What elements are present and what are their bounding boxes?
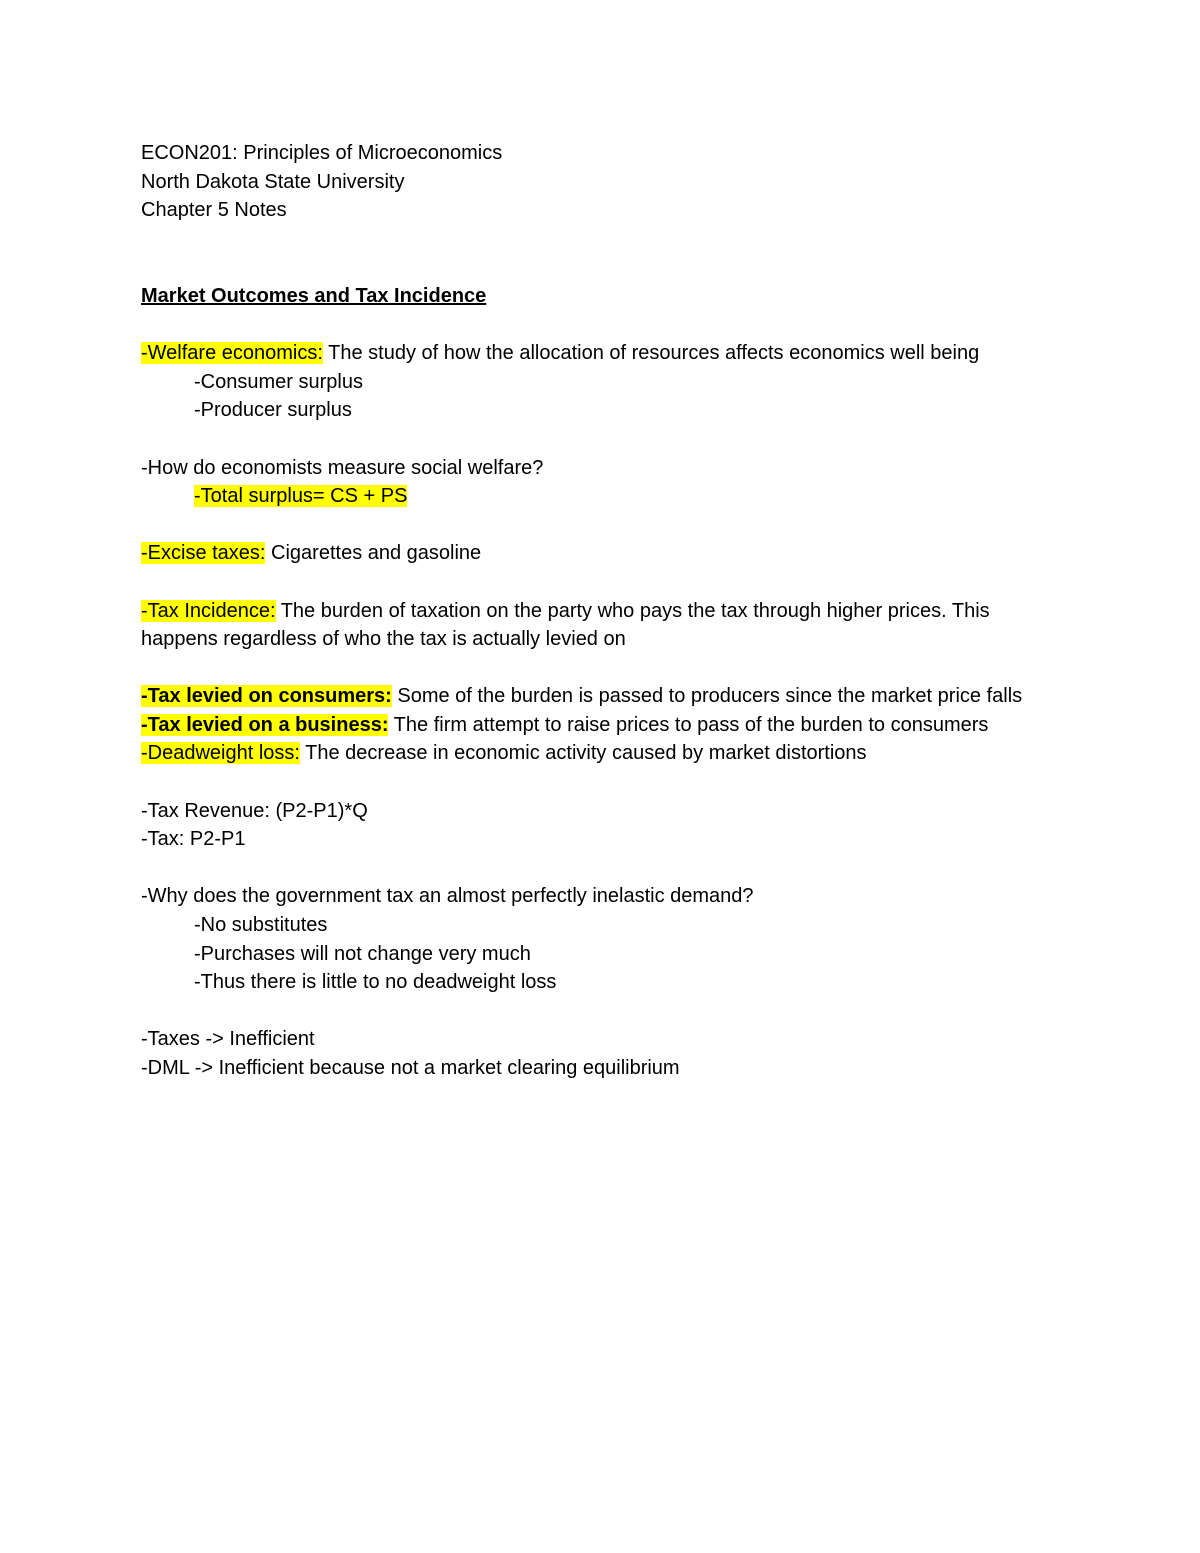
excise-taxes-definition: Cigarettes and gasoline <box>265 542 482 565</box>
spacer <box>141 511 1071 540</box>
spacer <box>141 997 1071 1026</box>
excise-taxes-item <box>141 539 1071 568</box>
spacer <box>141 311 1071 340</box>
tax-levied-business-definition: The firm attempt to raise prices to pass of the burden to consumers <box>388 713 989 736</box>
spacer <box>141 654 1071 683</box>
course-title: ECON201: Principles of Microeconomics <box>141 142 503 164</box>
spacer <box>141 768 1071 797</box>
notes-body <box>141 139 1071 1083</box>
university-name: North Dakota State University <box>141 170 405 193</box>
spacer <box>141 425 1071 454</box>
spacer <box>141 854 1071 883</box>
deadweight-loss-item <box>141 739 1071 768</box>
section-heading: Market Outcomes and Tax Incidence <box>141 284 487 307</box>
inelastic-reason-item: -No substitutes <box>194 914 328 937</box>
inelastic-reason-item: -Purchases will not change very much <box>194 942 531 965</box>
conclusion-item: -Taxes -> Inefficient <box>141 1028 315 1051</box>
welfare-economics-item <box>141 339 1071 368</box>
tax-incidence-term: -Tax Incidence: <box>141 599 276 622</box>
welfare-economics-definition: The study of how the allocation of resources affects economics well being <box>322 342 980 365</box>
total-surplus-answer: -Total surplus= CS + PS <box>194 485 408 508</box>
tax-levied-consumers-term: -Tax levied on consumers: <box>141 685 392 708</box>
deadweight-loss-term: -Deadweight loss: <box>141 742 300 765</box>
tax-incidence-item <box>141 597 1071 654</box>
tax-levied-business-term: -Tax levied on a business: <box>141 713 389 736</box>
inelastic-demand-question: -Why does the government tax an almost perfectly inelastic demand? <box>141 885 754 908</box>
tax-levied-consumers-item <box>141 682 1071 711</box>
producer-surplus-item: -Producer surplus <box>194 399 352 422</box>
chapter-label: Chapter 5 Notes <box>141 199 287 222</box>
welfare-economics-term: -Welfare economics: <box>141 342 323 365</box>
inelastic-reason-item: -Thus there is little to no deadweight loss <box>194 971 557 994</box>
tax-incidence-definition: The burden of taxation on the party who pays the tax through higher prices. This happens regardless of who the tax is actually levied on <box>141 599 996 651</box>
conclusion-item: -DML -> Inefficient because not a market clearing equilibrium <box>141 1057 680 1079</box>
excise-taxes-term: -Excise taxes: <box>141 542 266 565</box>
deadweight-loss-definition: The decrease in economic activity caused by market distortions <box>299 742 867 765</box>
spacer <box>141 225 1071 282</box>
social-welfare-question: -How do economists measure social welfare? <box>141 456 544 479</box>
tax-formula: -Tax: P2-P1 <box>141 828 246 851</box>
tax-levied-business-item <box>141 711 1071 740</box>
consumer-surplus-item: -Consumer surplus <box>194 370 363 393</box>
tax-revenue-formula: -Tax Revenue: (P2-P1)*Q <box>141 799 368 822</box>
total-surplus-item <box>141 482 1071 511</box>
tax-levied-consumers-definition: Some of the burden is passed to producers since the market price falls <box>391 685 1023 708</box>
spacer <box>141 568 1071 597</box>
